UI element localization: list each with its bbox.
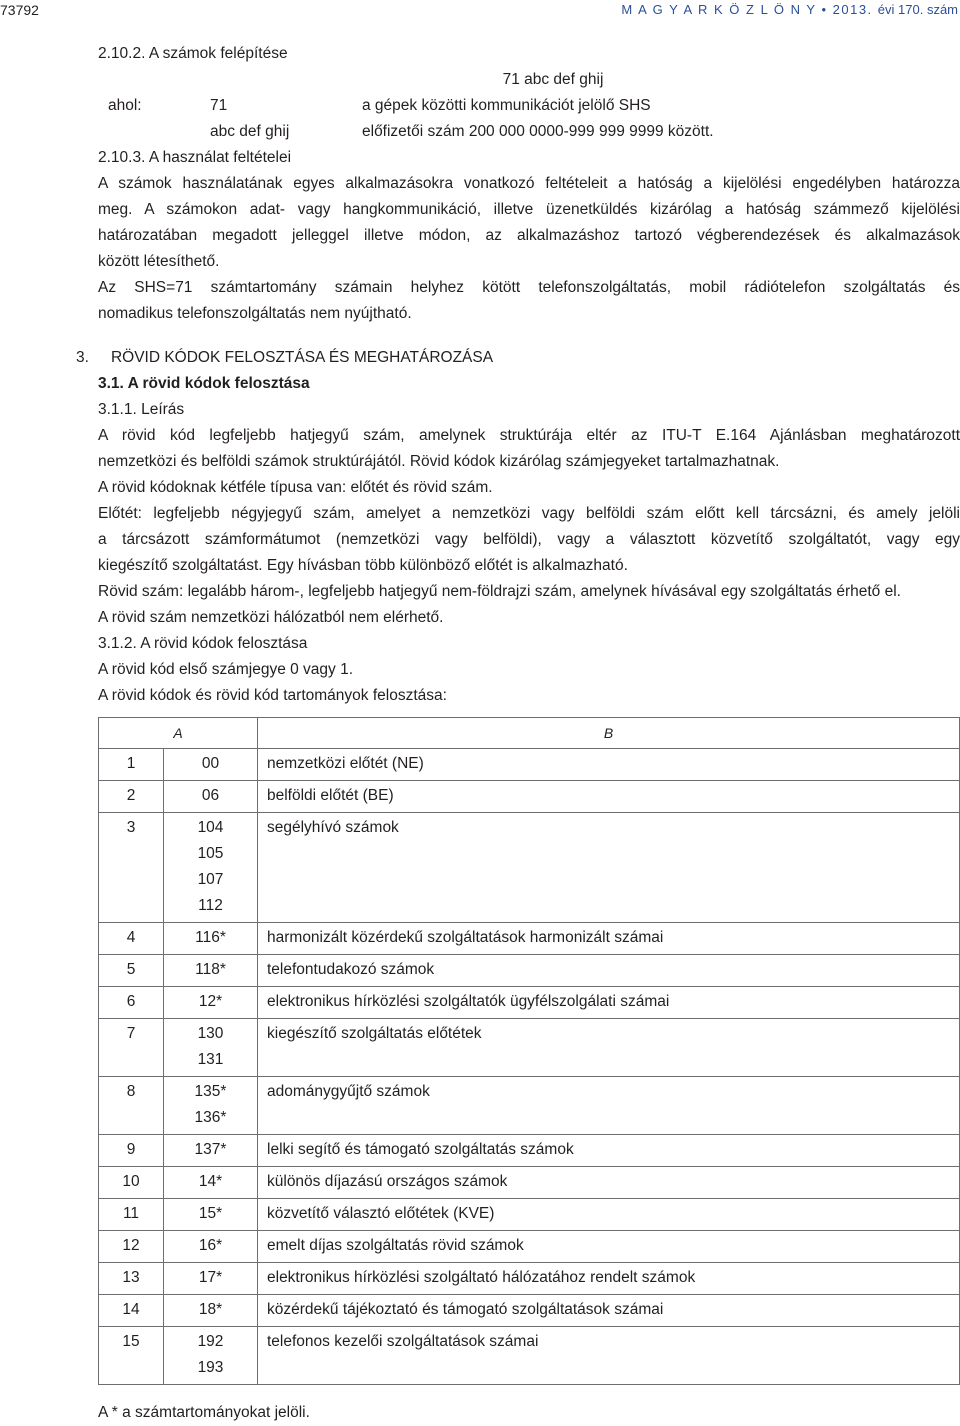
- section-3-number: 3.: [76, 349, 89, 366]
- short-code: 105: [197, 845, 224, 862]
- short-code: 137*: [194, 1141, 227, 1158]
- page-number: 73792: [0, 2, 39, 18]
- description-paragraph: [98, 423, 960, 475]
- first-digit-rule: A rövid kód első számjegye 0 vagy 1.: [98, 661, 354, 678]
- short-code: 131: [197, 1051, 224, 1068]
- number-format: 71 abc def ghij: [502, 71, 604, 88]
- short-code: 104: [197, 819, 224, 836]
- code-cell: [164, 781, 258, 813]
- table-row: [99, 1019, 960, 1077]
- row-number: 14: [99, 1295, 164, 1327]
- text-line: Rövid szám: legalább három-, legfeljebb hatjegyű nem-földrajzi szám, amelynek hívásával egy szolgáltatás érhető el.: [98, 583, 901, 600]
- section-2-10-2-title: 2.10.2. A számok felépítése: [98, 45, 288, 62]
- row-number: 4: [99, 923, 164, 955]
- short-code: 192: [197, 1333, 224, 1350]
- table-row: [99, 987, 960, 1019]
- document-body: [76, 41, 960, 1426]
- text-line: között létesíthető.: [98, 253, 220, 270]
- section-3-title: RÖVID KÓDOK FELOSZTÁSA ÉS MEGHATÁROZÁSA: [110, 349, 494, 366]
- where-label: ahol:: [108, 97, 142, 114]
- code-cell: [164, 1077, 258, 1135]
- row-number: 12: [99, 1231, 164, 1263]
- footnote: A * a számtartományokat jelöli.: [98, 1404, 310, 1421]
- table-row: [99, 1167, 960, 1199]
- row-number: 7: [99, 1019, 164, 1077]
- table-row: [99, 813, 960, 923]
- table-row: [99, 1077, 960, 1135]
- code-cell: [164, 987, 258, 1019]
- code-cell: [164, 813, 258, 923]
- text-line: A számok használatának egyes alkalmazásokra vonatkozó feltételeit a hatóság a kijelölési engedélyben határozza: [98, 175, 960, 192]
- row-number: 6: [99, 987, 164, 1019]
- table-row: [99, 1327, 960, 1385]
- table-row: [99, 1135, 960, 1167]
- code-cell: [164, 1199, 258, 1231]
- short-code: 17*: [198, 1269, 223, 1286]
- section-3-1-title: 3.1. A rövid kódok felosztása: [98, 375, 310, 392]
- short-number-definition: [98, 579, 960, 631]
- short-code: 16*: [198, 1237, 223, 1254]
- text-line: A rövid kód legfeljebb hatjegyű szám, amelynek struktúrája eltér az ITU-T E.164 Ajánlásban meghatározott: [98, 427, 960, 444]
- text-line: kiegészítő szolgáltatást. Egy hívásban több különböző előtét is alkalmazható.: [98, 557, 628, 574]
- short-code: 12*: [198, 993, 223, 1010]
- section-3-1-2-title: 3.1.2. A rövid kódok felosztása: [98, 635, 308, 652]
- short-code: 00: [201, 755, 220, 772]
- text-line: határozatában megadott jelleggel illetve módon, az alkalmazáshoz tartozó végberendezések és alkalmazások: [98, 227, 960, 244]
- table-row: [99, 955, 960, 987]
- section-3-1-1-title: 3.1.1. Leírás: [98, 401, 185, 418]
- table-row: [99, 749, 960, 781]
- row-number: 5: [99, 955, 164, 987]
- code-cell: [164, 1295, 258, 1327]
- code-description: közérdekű tájékoztató és támogató szolgáltatások számai: [258, 1295, 960, 1327]
- code-cell: [164, 955, 258, 987]
- short-code: 107: [197, 871, 224, 888]
- short-code: 116*: [195, 929, 226, 946]
- section-2-10-3-title: 2.10.3. A használat feltételei: [98, 149, 292, 166]
- def2-term: abc def ghij: [210, 123, 290, 140]
- row-number: 1: [99, 749, 164, 781]
- short-code: 14*: [198, 1173, 223, 1190]
- page-header: [0, 0, 960, 20]
- row-number: 15: [99, 1327, 164, 1385]
- short-code: 193: [197, 1359, 224, 1376]
- table-row: [99, 1263, 960, 1295]
- table-row: [99, 1231, 960, 1263]
- number-format-definitions: [98, 67, 960, 145]
- short-code-types: A rövid kódoknak kétféle típusa van: előtét és rövid szám.: [98, 479, 493, 496]
- text-line: nomadikus telefonszolgáltatás nem nyújtható.: [98, 305, 412, 322]
- code-cell: [164, 1019, 258, 1077]
- running-head: [621, 0, 958, 20]
- short-code-table: [98, 717, 960, 1385]
- short-code: 118*: [195, 961, 226, 978]
- shs-restriction-paragraph: [98, 275, 960, 327]
- table-row: [99, 923, 960, 955]
- text-line: a tárcsázott számformátumot (nemzetközi vagy belföldi), vagy a választott közvetítő szolgáltatót, vagy egy: [98, 531, 960, 548]
- short-code: 112: [198, 897, 223, 914]
- code-cell: [164, 1231, 258, 1263]
- code-cell: [164, 923, 258, 955]
- def1-desc: a gépek közötti kommunikációt jelölő SHS: [362, 97, 651, 114]
- text-line: A rövid szám nemzetközi hálózatból nem elérhető.: [98, 609, 444, 626]
- code-description: közvetítő választó előtétek (KVE): [258, 1199, 960, 1231]
- column-header-a: A: [99, 718, 258, 749]
- usage-conditions-paragraph: [98, 171, 960, 275]
- prefix-definition: [98, 501, 960, 579]
- row-number: 3: [99, 813, 164, 923]
- table-row: [99, 781, 960, 813]
- code-description: adománygyűjtő számok: [258, 1077, 960, 1135]
- short-code: 136*: [194, 1109, 227, 1126]
- code-cell: [164, 1327, 258, 1385]
- table-row: [99, 1295, 960, 1327]
- running-head-title: M A G Y A R K Ö Z L Ö N Y • 2013.: [621, 2, 873, 17]
- row-number: 10: [99, 1167, 164, 1199]
- text-line: nemzetközi és belföldi számok struktúrájától. Rövid kódok kizárólag számjegyeket tartalmazhatnak.: [98, 453, 780, 470]
- table-intro: A rövid kódok és rövid kód tartományok felosztása:: [98, 687, 447, 704]
- short-code: 06: [201, 787, 220, 804]
- short-code: 135*: [194, 1083, 227, 1100]
- def2-desc: előfizetői szám 200 000 0000-999 999 9999 között.: [362, 123, 714, 140]
- code-description: belföldi előtét (BE): [258, 781, 960, 813]
- table-body: [99, 749, 960, 1385]
- table-row: [99, 1199, 960, 1231]
- row-number: 11: [99, 1199, 164, 1231]
- code-description: segélyhívó számok: [258, 813, 960, 923]
- short-code: 18*: [198, 1301, 223, 1318]
- code-description: telefonos kezelői szolgáltatások számai: [258, 1327, 960, 1385]
- code-description: elektronikus hírközlési szolgáltató hálózatához rendelt számok: [258, 1263, 960, 1295]
- code-description: elektronikus hírközlési szolgáltatók ügyfélszolgálati számai: [258, 987, 960, 1019]
- column-header-b: B: [258, 718, 960, 749]
- section-3-heading: [76, 345, 960, 371]
- short-code: 130: [197, 1025, 224, 1042]
- row-number: 2: [99, 781, 164, 813]
- row-number: 9: [99, 1135, 164, 1167]
- code-cell: [164, 1263, 258, 1295]
- code-description: kiegészítő szolgáltatás előtétek: [258, 1019, 960, 1077]
- row-number: 13: [99, 1263, 164, 1295]
- text-line: meg. A számokon adat- vagy hangkommunikáció, illetve üzenetküldés kizárólag a hatóság számmező kijelölési: [98, 201, 960, 218]
- code-cell: [164, 1167, 258, 1199]
- code-description: harmonizált közérdekű szolgáltatások harmonizált számai: [258, 923, 960, 955]
- code-cell: [164, 749, 258, 781]
- def1-term: 71: [210, 97, 228, 114]
- code-cell: [164, 1135, 258, 1167]
- code-description: telefontudakozó számok: [258, 955, 960, 987]
- code-description: lelki segítő és támogató szolgáltatás számok: [258, 1135, 960, 1167]
- running-head-issue: évi 170. szám: [877, 2, 958, 17]
- code-description: nemzetközi előtét (NE): [258, 749, 960, 781]
- code-description: emelt díjas szolgáltatás rövid számok: [258, 1231, 960, 1263]
- row-number: 8: [99, 1077, 164, 1135]
- text-line: Az SHS=71 számtartomány számain helyhez kötött telefonszolgáltatás, mobil rádiótelefon szolgáltatás és: [98, 279, 960, 296]
- code-description: különös díjazású országos számok: [258, 1167, 960, 1199]
- table-header-row: [99, 718, 960, 749]
- text-line: Előtét: legfeljebb négyjegyű szám, amelyet a nemzetközi vagy belföldi szám előtt kell tárcsázni, és amely jelöli: [98, 505, 960, 522]
- short-code: 15*: [198, 1205, 223, 1222]
